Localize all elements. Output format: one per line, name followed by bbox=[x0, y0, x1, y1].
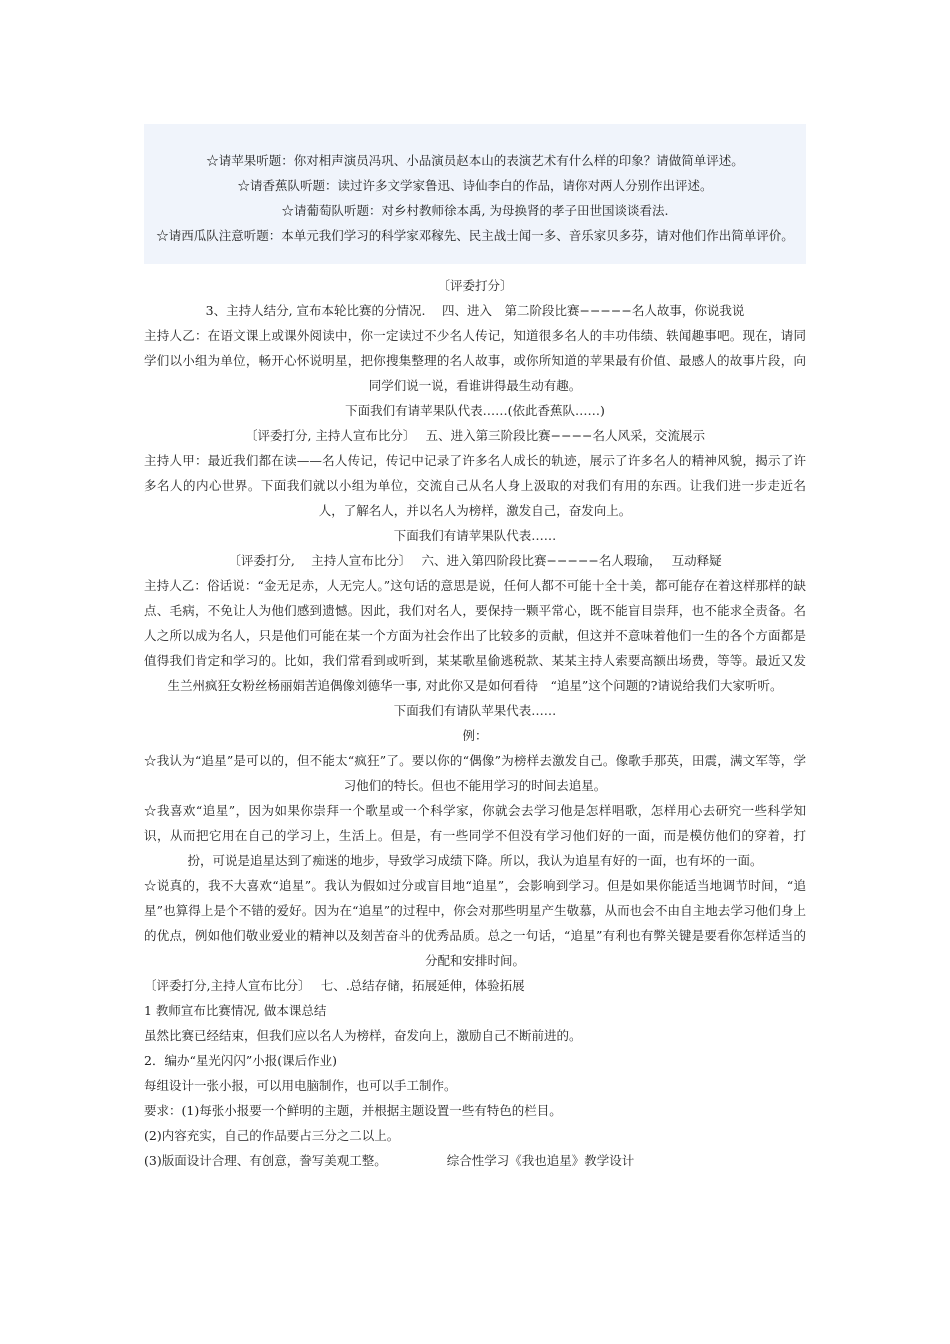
design-note: 每组设计一张小报，可以用电脑制作，也可以手工制作。 bbox=[144, 1078, 457, 1093]
stage4-heading: 〔评委打分, 主持人宣布比分〕 六、进入第四阶段比赛−−−−−名人瑕瑜， 互动释疑 bbox=[228, 553, 722, 568]
question-watermelon: ☆请西瓜队注意听题：本单元我们学习的科学家邓稼先、民主战士闻一多、音乐家贝多芬，请对他们作出简单评价。 bbox=[156, 228, 794, 243]
stage7-heading: 〔评委打分,主持人宣布比分〕 七、.总结存储，拓展延伸，体验拓展 bbox=[144, 978, 525, 993]
stage4-host: 主持人乙：俗话说：“金无足赤，人无完人。”这句话的意思是说，任何人都不可能十全十美，都可能存在着这样那样的缺点、毛病，不免让人为他们感到遗憾。因此，我们对名人，要保持一颗平常心，既不能盲目崇拜，也不能求全责备。名人之所以成为名人，只是他们可能在某一个方面为社会作出了比较多的贡献，但这并不意味着他们一生的各个方面都是值得我们肯定和学习的。比如，我们常看到或听到，某某歌星偷逃税款、某某主持人索要高额出场费，等等。最近又发生兰州疯狂女粉丝杨丽娟苦追偶像刘德华一事, 对此你又是如何看待 “追星”这个问题的?请说给我们大家听听。 bbox=[144, 578, 806, 693]
summary: 虽然比赛已经结束，但我们应以名人为榜样，奋发向上，激励自己不断前进的。 bbox=[144, 1028, 582, 1043]
example-1: ☆我认为“追星”是可以的，但不能太“疯狂”了。要以你的“偶像”为榜样去激发自己。像歌手那英，田震，满文军等，学习他们的特长。但也不能用学习的时间去追星。 bbox=[144, 753, 806, 793]
item-1: 1 教师宣布比赛情况, 做本课总结 bbox=[144, 1003, 327, 1018]
judge-score: 〔评委打分〕 bbox=[437, 278, 513, 293]
question-apple: ☆请苹果听题：你对相声演员冯巩、小品演员赵本山的表演艺术有什么样的印象？请做简单评述。 bbox=[206, 153, 744, 168]
example-2: ☆我喜欢“追星”，因为如果你崇拜一个歌星或一个科学家，你就会去学习他是怎样唱歌，怎样用心去研究一些科学知识，从而把它用在自己的学习上，生活上。但是，有一些同学不但没有学习他们好的一面，而是模仿他们的穿着，打扮，可说是追星达到了痴迷的地步，导致学习成绩下降。所以，我认为追星有好的一面，也有坏的一面。 bbox=[144, 803, 806, 868]
example-3: ☆说真的，我不大喜欢“追星”。我认为假如过分或盲目地“追星”，会影响到学习。但是如果你能适当地调节时间，“追星”也算得上是个不错的爱好。因为在“追星”的过程中，你会对那些明星产生敬慕，从而也会不由自主地去学习他们身上的优点，例如他们敬业爱业的精神以及刻苦奋斗的优秀品质。总之一句话，“追星”有利也有弊关键是要看你怎样适当的分配和安排时间。 bbox=[144, 878, 806, 968]
stage3-host: 主持人甲：最近我们都在读——名人传记，传记中记录了许多名人成长的轨迹，展示了许多名人的精神风貌，揭示了许多名人的内心世界。下面我们就以小组为单位，交流自己从名人身上汲取的对我们有用的东西。让我们进一步走近名人，了解名人，并以名人为榜样，激发自己，奋发向上。 bbox=[144, 453, 806, 518]
question-grape: ☆请葡萄队听题：对乡村教师徐本禹, 为母换肾的孝子田世国谈谈看法. bbox=[281, 203, 669, 218]
stage2-host: 主持人乙：在语文课上或课外阅读中，你一定读过不少名人传记，知道很多名人的丰功伟绩、轶闻趣事吧。现在，请同学们以小组为单位，畅开心怀说明星，把你搜集整理的名人故事，或你所知道的苹果最有价值、最感人的故事片段，向同学们说一说，看谁讲得最生动有趣。 bbox=[144, 328, 806, 393]
requirement-2: (2)内容充实，自己的作品要占三分之二以上。 bbox=[144, 1128, 400, 1143]
stage4-next: 下面我们有请队苹果代表…… bbox=[393, 703, 557, 718]
requirement-3-line bbox=[144, 1148, 806, 1173]
example-label: 例： bbox=[462, 728, 488, 743]
requirement-3: (3)版面设计合理、有创意，誊写美观工整。 bbox=[144, 1153, 387, 1168]
document-body bbox=[144, 148, 806, 1173]
stage3-heading: 〔评委打分, 主持人宣布比分〕 五、进入第三阶段比赛−−−−名人风采，交流展示 bbox=[244, 428, 706, 443]
requirement-1: 要求：(1)每张小报要一个鲜明的主题，并根据主题设置一些有特色的栏目。 bbox=[144, 1103, 562, 1118]
item-2: 2．编办“星光闪闪”小报(课后作业) bbox=[144, 1053, 337, 1068]
stage2-heading: 3、主持人结分, 宣布本轮比赛的分情况. 四、进入 第二阶段比赛−−−−−名人故事，你说我说 bbox=[205, 303, 745, 318]
question-banana: ☆请香蕉队听题：读过许多文学家鲁迅、诗仙李白的作品，请你对两人分别作出评述。 bbox=[237, 178, 713, 193]
document-title: 综合性学习《我也追星》教学设计 bbox=[446, 1153, 635, 1168]
stage2-next: 下面我们有请苹果队代表……(依此香蕉队……) bbox=[345, 403, 605, 418]
stage3-next: 下面我们有请苹果队代表…… bbox=[393, 528, 557, 543]
